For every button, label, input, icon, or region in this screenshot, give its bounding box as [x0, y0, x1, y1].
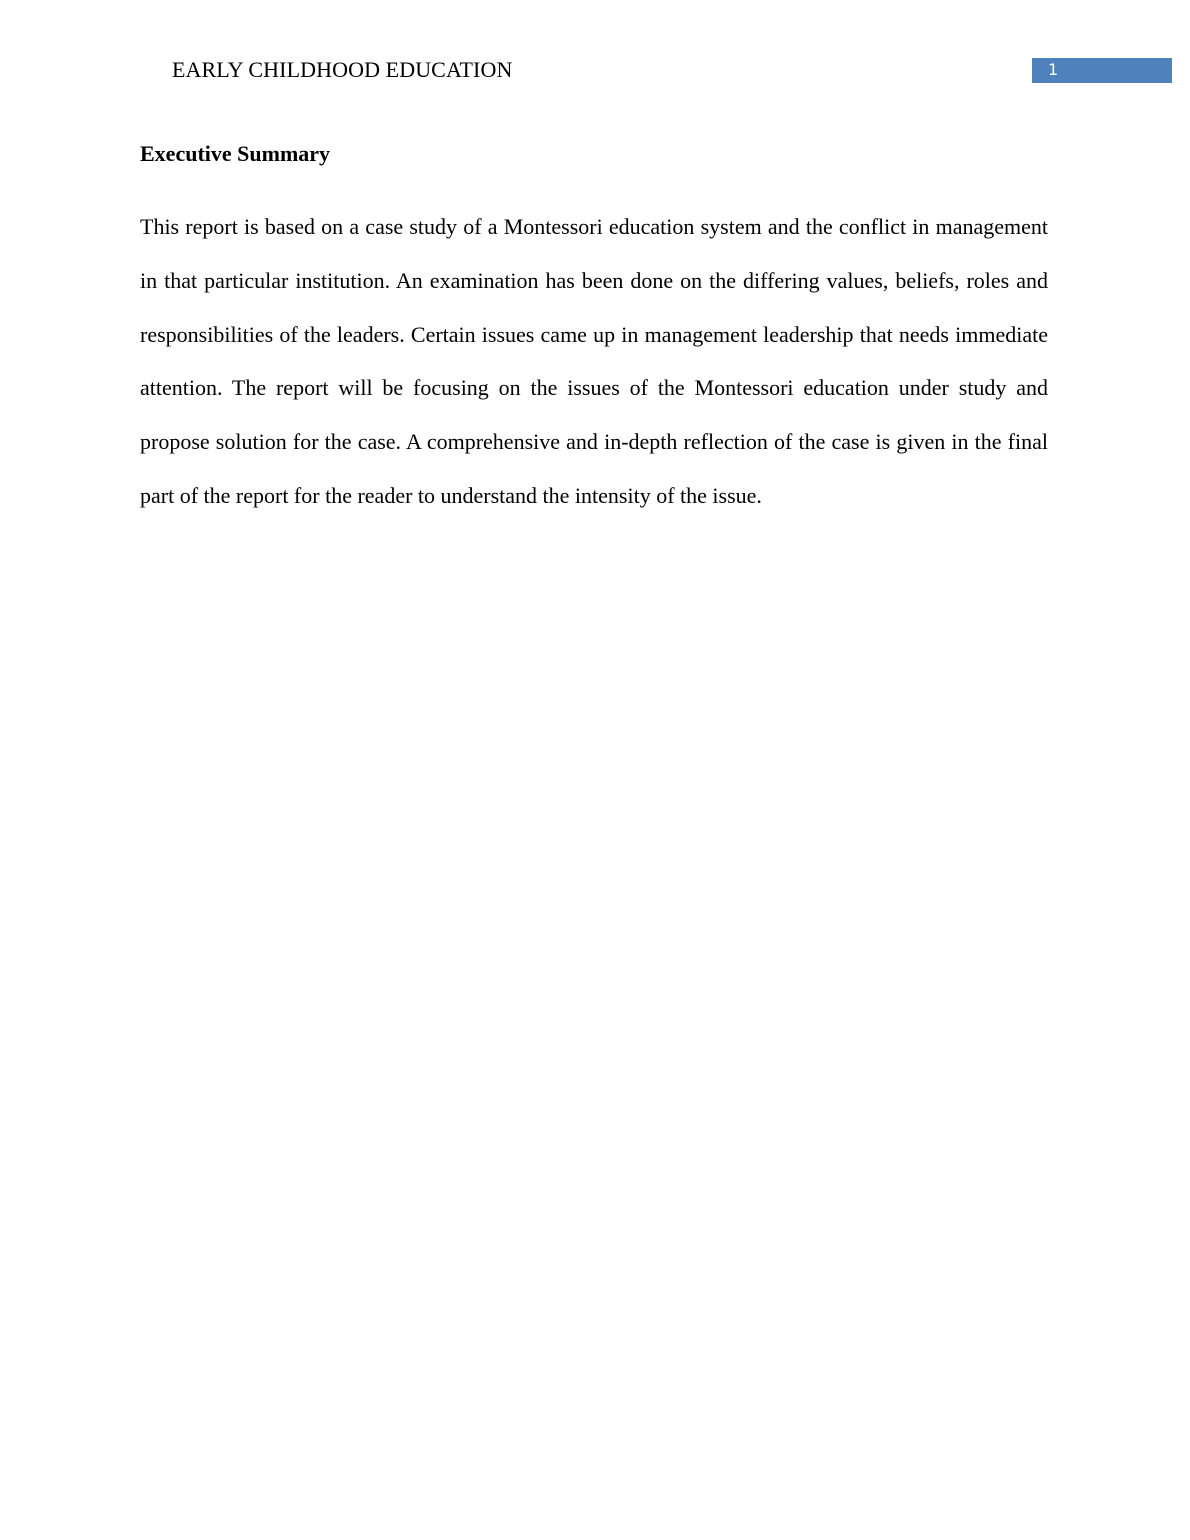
running-head: EARLY CHILDHOOD EDUCATION	[172, 57, 513, 82]
section-heading: Executive Summary	[140, 141, 331, 166]
summary-paragraph: This report is based on a case study of a Montessori education system and the conflict in management in that particular institution. An examination has been done on the differing values, beliefs, roles and responsibilities of the leaders. Certain issues came up in management leadership that needs immediate attention. The report will be focusing on the issues of the Montessori education under study and propose solution for the case. A comprehensive and in-depth reflection of the case is given in the final part of the report for the reader to understand the intensity of the issue.	[140, 214, 1048, 508]
page-number: 1	[1048, 60, 1059, 79]
page-number-bar	[1032, 58, 1172, 83]
